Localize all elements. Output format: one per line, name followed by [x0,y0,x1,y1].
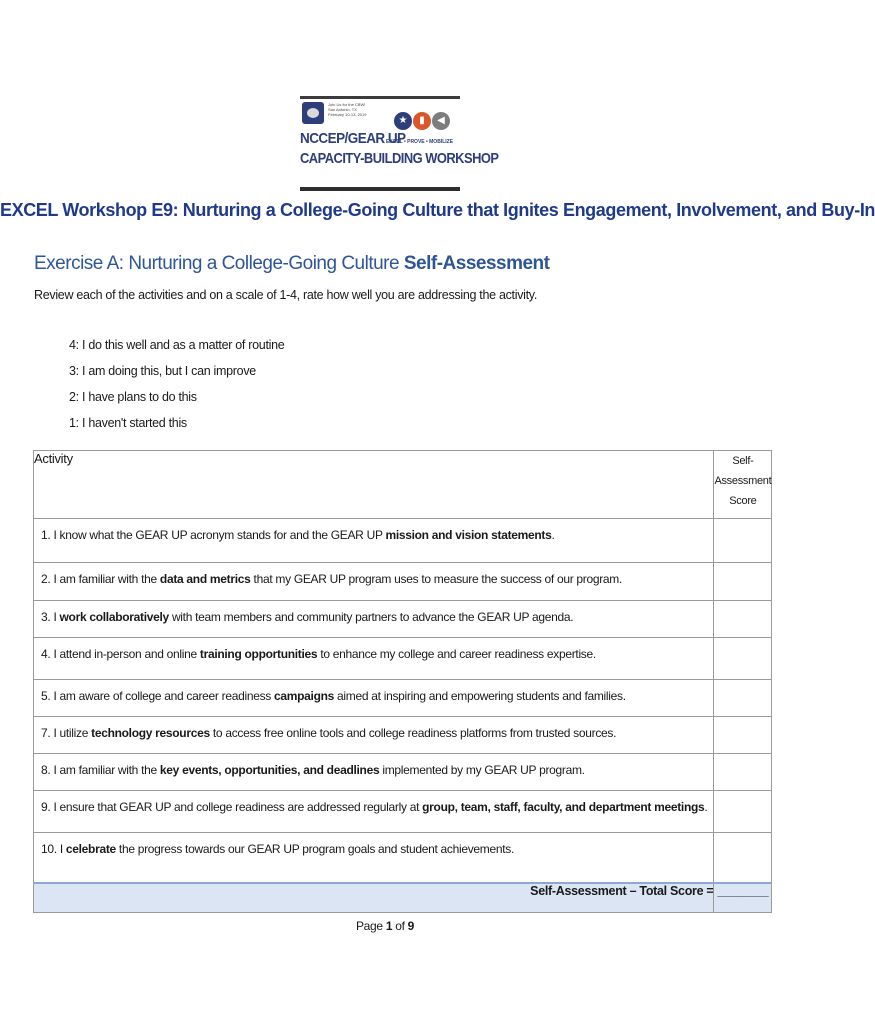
activity-text: 5. I am aware of college and career readiness campaigns aimed at inspiring and empowering students and families. [34,680,714,717]
logo-icons [394,112,450,130]
total-row [34,883,772,913]
exercise-heading: Exercise A: Nurturing a College-Going Culture Self-Assessment [34,253,550,274]
scale-item: 4: I do this well and as a matter of routine [69,338,285,352]
table-row [34,519,772,563]
logo-title-line1: NCCEP/GEAR UP [300,130,406,147]
table-row [34,563,772,601]
instructions: Review each of the activities and on a scale of 1-4, rate how well you are addressing the activity. [34,288,537,302]
scale-item: 1: I haven't started this [69,416,187,430]
logo-top-bar [300,96,460,99]
score-cell[interactable] [714,563,772,601]
score-cell[interactable] [714,717,772,754]
score-cell[interactable] [714,638,772,680]
scale-item: 2: I have plans to do this [69,390,197,404]
score-cell[interactable] [714,680,772,717]
activity-text: 3. I work collaboratively with team members and community partners to advance the GEAR UP agenda. [34,601,714,638]
total-score-blank[interactable]: ________ [714,883,772,913]
activity-text: 9. I ensure that GEAR UP and college readiness are addressed regularly at group, team, staff, faculty, and department meetings. [34,791,714,833]
score-cell[interactable] [714,833,772,883]
activity-text: 2. I am familiar with the data and metrics that my GEAR UP program uses to measure the success of our program. [34,563,714,601]
score-header: Self- Assessment Score [714,451,772,519]
megaphone-icon: ◀ [432,112,450,130]
page-number: Page 1 of 9 [355,919,415,933]
scale-item: 3: I am doing this, but I can improve [69,364,256,378]
star-icon: ★ [394,112,412,130]
logo-title-line2: CAPACITY-BUILDING WORKSHOP [300,150,499,167]
logo-tagline: EXCEL • PROVE • MOBILIZE [386,139,454,145]
score-cell[interactable] [714,601,772,638]
logo-badge-icon [302,102,324,124]
activity-text: 8. I am familiar with the key events, opportunities, and deadlines implemented by my GEAR UP program. [34,754,714,791]
table-row [34,717,772,754]
total-score-label: Self-Assessment – Total Score = [34,883,714,913]
document-title: EXCEL Workshop E9: Nurturing a College-Going Culture that Ignites Engagement, Involvement, and Buy-In [0,200,875,220]
logo-event-details: Join Us for the CBW! San Antonio, TX February 10-13, 2019 [328,102,367,117]
activity-text: 1. I know what the GEAR UP acronym stands for and the GEAR UP mission and vision statements. [34,519,714,563]
activity-text: 7. I utilize technology resources to access free online tools and college readiness platforms from trusted sources. [34,717,714,754]
activity-header: Activity [34,451,714,519]
self-assessment-table [33,450,772,913]
table-row [34,754,772,791]
table-row [34,833,772,883]
activity-text: 4. I attend in-person and online training opportunities to enhance my college and career readiness expertise. [34,638,714,680]
table-row [34,638,772,680]
table-header-row [34,451,772,519]
workshop-logo [300,96,499,192]
table-row [34,601,772,638]
score-cell[interactable] [714,754,772,791]
table-row [34,791,772,833]
chart-icon: ▮ [413,112,431,130]
table-row [34,680,772,717]
logo-bottom-bar [300,187,460,191]
rating-scale [69,332,284,436]
activity-text: 10. I celebrate the progress towards our GEAR UP program goals and student achievements. [34,833,714,883]
score-cell[interactable] [714,791,772,833]
score-cell[interactable] [714,519,772,563]
